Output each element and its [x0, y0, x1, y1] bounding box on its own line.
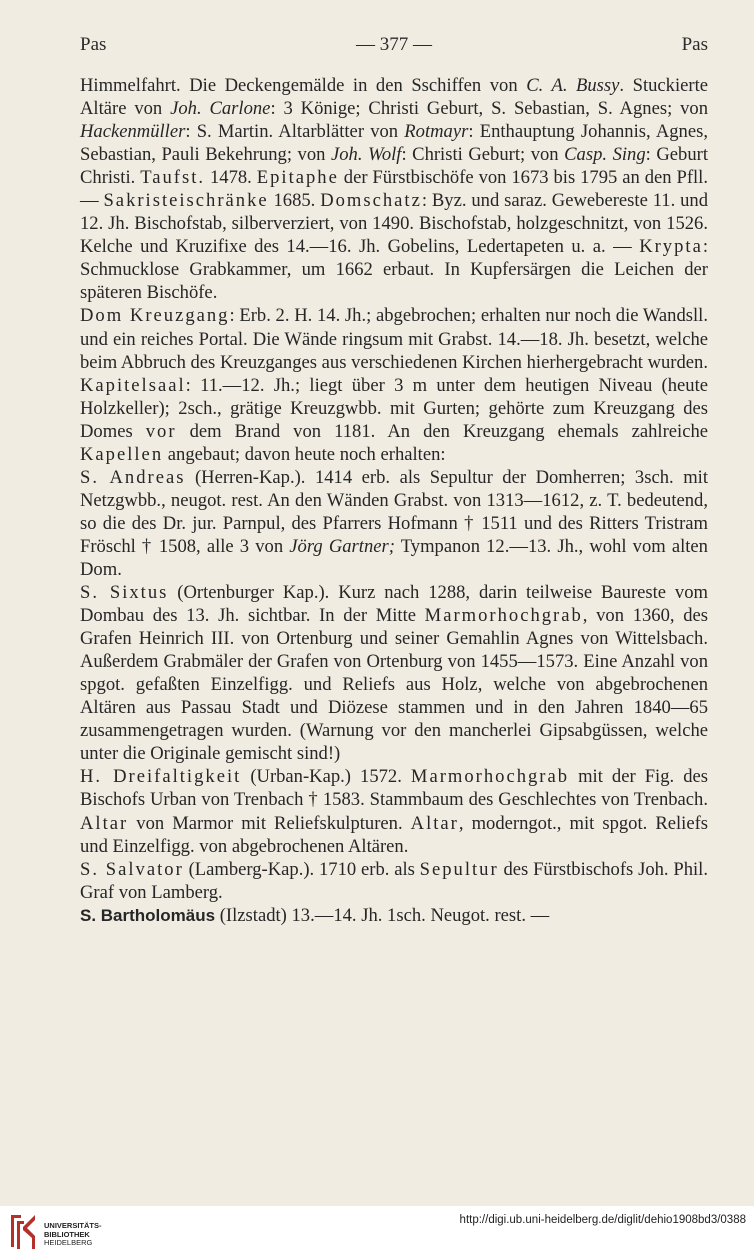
spaced-term: vor [145, 420, 177, 442]
paragraph-dom-interior [80, 74, 708, 304]
text-run: (Herren-Kap.). 1414 erb. als Sepultur der Domherren; 3sch. mit Netzgwbb., neugot. rest. An den Wänden Grabst. von 1313—1612, z. T. bedeutend, so die des Dr. jur. Parnpul, des Pfarrers Hofmann † 1511 und des Ritters Tristram Fröschl † 1508, alle 3 von [80, 466, 708, 557]
spaced-term: Kapitelsaal [80, 374, 186, 396]
text-run: (Lamberg-Kap.). 1710 erb. als [183, 858, 420, 880]
text-run: : Enthauptung Johannis, Agnes, Sebastian, Pauli Bekehrung; von [80, 121, 708, 166]
artist-name: Hackenmüller [80, 121, 186, 143]
spaced-term: Krypta [639, 236, 703, 258]
artist-name: Jörg Gartner; [289, 535, 395, 557]
text-run: : Geburt Christi. [80, 144, 708, 189]
page-header [80, 34, 708, 60]
logo-line: HEIDELBERG [44, 1238, 93, 1247]
paragraph-s-salvator [80, 858, 708, 904]
spaced-term: Epitaphe [256, 167, 339, 189]
text-run: : 3 Könige; Christi Geburt, S. Sebastian, S. Agnes; von [270, 98, 709, 120]
logo-line: UNIVERSITÄTS- [44, 1221, 102, 1230]
spaced-term: Sepultur [419, 858, 499, 880]
text-run: , moderngot., mit spgot. Reliefs und Einzelfigg. von abgebrochenen Altären. [80, 812, 709, 857]
spaced-term: Taufst. [140, 167, 206, 189]
text-run: der Fürstbischöfe von 1673 bis 1795 an den Pfll. — [80, 167, 708, 212]
artist-name: Casp. Sing [564, 144, 646, 166]
text-run: Tympanon 12.—13. Jh., wohl vom alten Dom. [80, 535, 708, 580]
text-run: : Schmucklose Grabkammer, um 1662 erbaut. In Kupfersärgen die Leichen der späteren Bischöfe. [80, 236, 708, 304]
page-number: — 377 — [356, 34, 432, 55]
artist-name: C. A. Bussy [526, 75, 620, 96]
spaced-term: S. Andreas [80, 466, 186, 488]
viewer-footer [0, 1206, 754, 1260]
spaced-term: H. Dreifaltigkeit [80, 766, 242, 788]
paragraph-s-bartholomaeus [80, 904, 708, 927]
logo-wordmark [44, 1222, 102, 1248]
paragraph-h-dreifaltigkeit [80, 765, 708, 857]
text-run: : Christi Geburt; von [401, 144, 565, 166]
spaced-term: Altar [410, 812, 459, 834]
spaced-term: Domschatz [320, 190, 422, 212]
spaced-term: Sakristeischränke [103, 190, 269, 212]
spaced-term: Altar [80, 812, 129, 834]
text-run: (Ilzstadt) 13.—14. Jh. 1sch. Neugot. rest. — [215, 904, 550, 926]
text-run: : S. Martin. Altarblätter von [185, 121, 405, 143]
spaced-term: Kapellen [80, 443, 164, 465]
text-run: von Marmor mit Reliefskulpturen. [128, 812, 411, 834]
text-run: (Urban-Kap.) 1572. [241, 766, 411, 788]
spaced-term: S. Sixtus [80, 582, 169, 604]
text-run: Himmelfahrt. Die Deckengemälde in den Sschiffen von [80, 75, 527, 96]
spaced-term: Marmorhochgrab [424, 605, 583, 627]
university-library-logo-icon [8, 1213, 38, 1251]
text-run: des Fürstbischofs Joh. Phil. Graf von Lamberg. [80, 858, 708, 903]
text-run: : Byz. und saraz. Gewebereste 11. und 12. Jh. Bischofstab, silberverziert, von 1490. Bischofstab, holzgeschnitzt, von 1526. Kelche und Kruzifixe des 14.—16. Jh. Gobelins, Ledertapeten u. a. — [80, 190, 708, 258]
spaced-term: Dom Kreuzgang [80, 305, 230, 327]
text-run: angebaut; davon heute noch erhalten: [163, 443, 446, 465]
paragraph-kapitelsaal [80, 374, 708, 466]
header-running-title-right: Pas [681, 34, 708, 55]
source-url-link[interactable]: http://digi.ub.uni-heidelberg.de/diglit/dehio1908bd3/0388 [459, 1214, 746, 1226]
spaced-term: S. Salvator [80, 858, 184, 880]
artist-name: Joh. Carlone [170, 98, 271, 120]
text-run: 1685. [268, 190, 321, 212]
text-run: dem Brand von 1181. An den Kreuzgang ehemals zahlreiche [176, 420, 708, 442]
spaced-term: Marmorhochgrab [410, 766, 570, 788]
paragraph-s-sixtus [80, 581, 708, 765]
artist-name: Rotmayr [404, 121, 469, 143]
bold-heading: S. Bartholomäus [80, 905, 216, 925]
logo-line: BIBLIOTHEK [44, 1229, 90, 1239]
text-run: : Erb. 2. H. 14. Jh.; abgebrochen; erhalten nur noch die Wandsll. und ein reiches Portal. Die Wände ringsum mit Grabst. 14.—18. Jh. besetzt, welche beim Abbruch des Kreuzganges aus verschiedenen Kirchen hierhergebracht wurden. [80, 305, 708, 373]
paragraph-s-andreas [80, 466, 708, 581]
text-run: . Stuckierte Altäre von [80, 75, 708, 120]
paragraph-kreuzgang [80, 304, 708, 373]
text-run: (Ortenburger Kap.). Kurz nach 1288, darin teilweise Baureste vom Dombau des 13. Jh. sichtbar. In der Mitte [80, 582, 708, 627]
text-run: , von 1360, des Grafen Heinrich III. von Ortenburg und seiner Gemahlin Agnes von Wittelsbach. Außerdem Grabmäler der Grafen von Ortenburg von 1455—1573. Eine Anzahl von spgot. gefaßten Einzelfigg. und Reliefs aus Holz, welche von abgebrochenen Altären aus Passau Stadt und Diözese stammen und in den Jahren 1840—65 zusammengetragen wurden. (Warnung vor den mancherlei Gipsabgüssen, welche unter die Originale gemischt sind!) [80, 605, 708, 765]
page-body [80, 74, 708, 927]
text-run: : 11.—12. Jh.; liegt über 3 m unter dem heutigen Niveau (heute Holzkeller); 2sch., grätige Kreuzgwbb. mit Gurten; gehörte zum Kreuzgang des Domes [80, 374, 708, 442]
text-run: mit der Fig. des Bischofs Urban von Trenbach † 1583. Stammbaum des Geschlechtes von Trenbach. [80, 766, 708, 811]
text-run: 1478. [205, 167, 257, 189]
artist-name: Joh. Wolf [330, 144, 402, 166]
header-running-title-left: Pas [80, 34, 107, 55]
